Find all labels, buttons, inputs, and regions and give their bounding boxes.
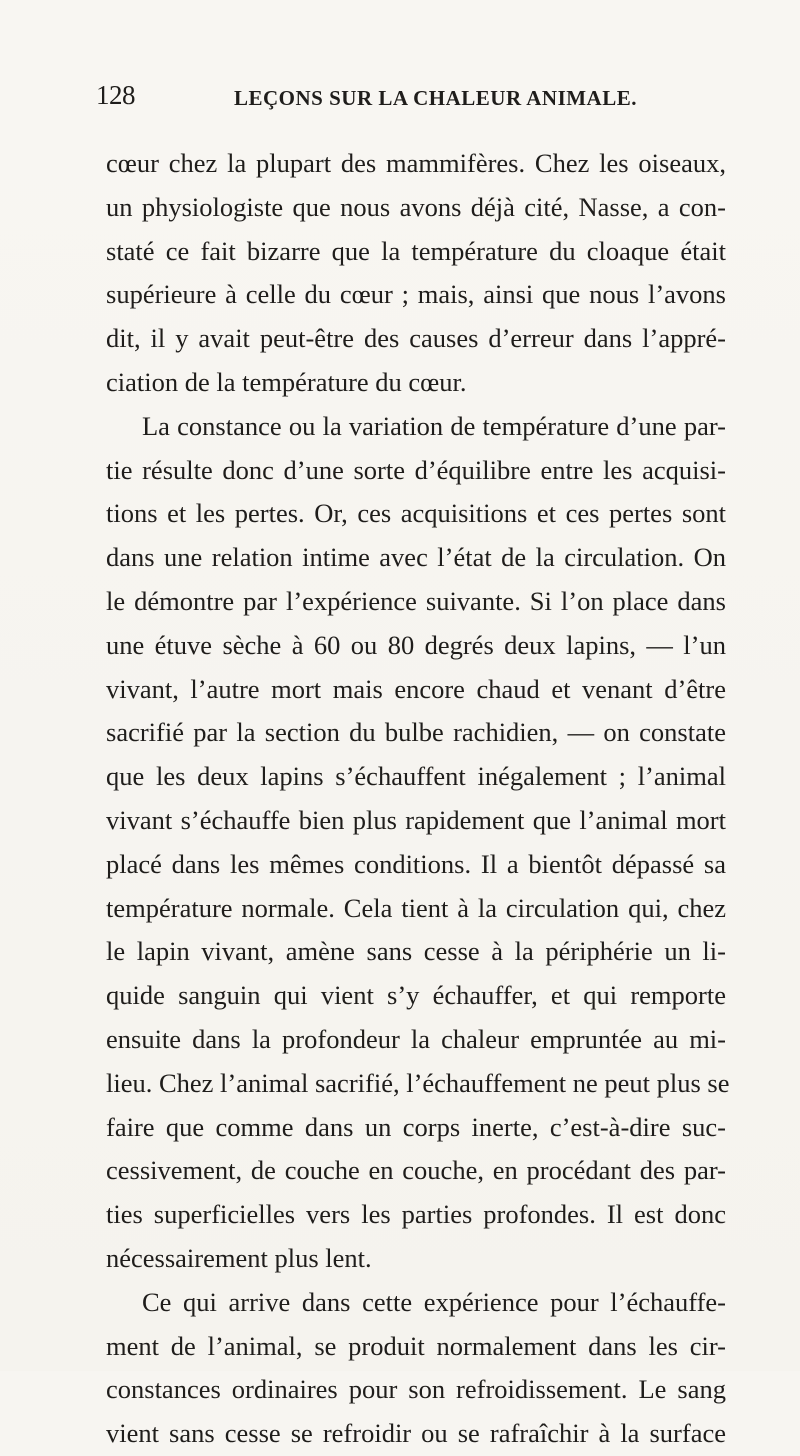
text-line: ties superficielles vers les parties profondes. Il est donc xyxy=(106,1199,726,1230)
text-line: cessivement, de couche en couche, en procédant des par- xyxy=(106,1155,726,1186)
text-line: La constance ou la variation de température d’une par- xyxy=(142,410,726,441)
text-line: un physiologiste que nous avons déjà cité, Nasse, a con- xyxy=(106,191,726,222)
text-line: vient sans cesse se refroidir ou se rafraîchir à la surface xyxy=(106,1418,726,1449)
text-line: ment de l’animal, se produit normalement dans les cir- xyxy=(106,1330,726,1361)
text-line: vivant s’échauffe bien plus rapidement que l’animal mort xyxy=(106,804,726,835)
text-line: staté ce fait bizarre que la température du cloaque était xyxy=(106,235,726,266)
body-text xyxy=(106,142,730,1456)
running-title: LEÇONS SUR LA CHALEUR ANIMALE. xyxy=(234,86,637,110)
page-number: 128 xyxy=(96,80,135,110)
text-line: tions et les pertes. Or, ces acquisitions et ces pertes sont xyxy=(106,498,726,529)
text-line: faire que comme dans un corps inerte, c’est-à-dire suc- xyxy=(106,1111,726,1142)
text-line: quide sanguin qui vient s’y échauffer, et qui remporte xyxy=(106,980,726,1011)
text-line: le démontre par l’expérience suivante. Si l’on place dans xyxy=(106,585,726,616)
text-line: sacrifié par la section du bulbe rachidien, — on constate xyxy=(106,717,726,748)
text-line: placé dans les mêmes conditions. Il a bientôt dépassé sa xyxy=(106,848,726,879)
paragraph-2 xyxy=(106,405,730,1281)
text-line: le lapin vivant, amène sans cesse à la périphérie un li- xyxy=(106,936,726,967)
text-line: température normale. Cela tient à la circulation qui, chez xyxy=(106,892,726,923)
text-line: Ce qui arrive dans cette expérience pour l’échauffe- xyxy=(142,1286,726,1317)
text-line: que les deux lapins s’échauffent inégalement ; l’animal xyxy=(106,761,726,792)
text-line: ciation de la température du cœur. xyxy=(106,366,467,397)
text-line: tie résulte donc d’une sorte d’équilibre entre les acquisi- xyxy=(106,454,726,485)
text-line: supérieure à celle du cœur ; mais, ainsi que nous l’avons xyxy=(106,279,726,310)
paragraph-1 xyxy=(106,142,726,405)
page-header xyxy=(96,80,756,120)
text-line: dit, il y avait peut-être des causes d’erreur dans l’appré- xyxy=(106,323,726,354)
text-line: constances ordinaires pour son refroidissement. Le sang xyxy=(106,1374,726,1405)
text-line: nécessairement plus lent. xyxy=(106,1242,372,1273)
text-line: cœur chez la plupart des mammifères. Chez les oiseaux, xyxy=(106,148,726,178)
text-line: lieu. Chez l’animal sacrifié, l’échauffement ne peut plus se xyxy=(106,1067,730,1098)
text-line: vivant, l’autre mort mais encore chaud et venant d’être xyxy=(106,673,726,704)
text-line: ensuite dans la profondeur la chaleur empruntée au mi- xyxy=(106,1023,726,1054)
text-line: une étuve sèche à 60 ou 80 degrés deux lapins, — l’un xyxy=(106,629,726,660)
text-line: dans une relation intime avec l’état de la circulation. On xyxy=(106,542,726,573)
paragraph-3 xyxy=(106,1281,726,1456)
